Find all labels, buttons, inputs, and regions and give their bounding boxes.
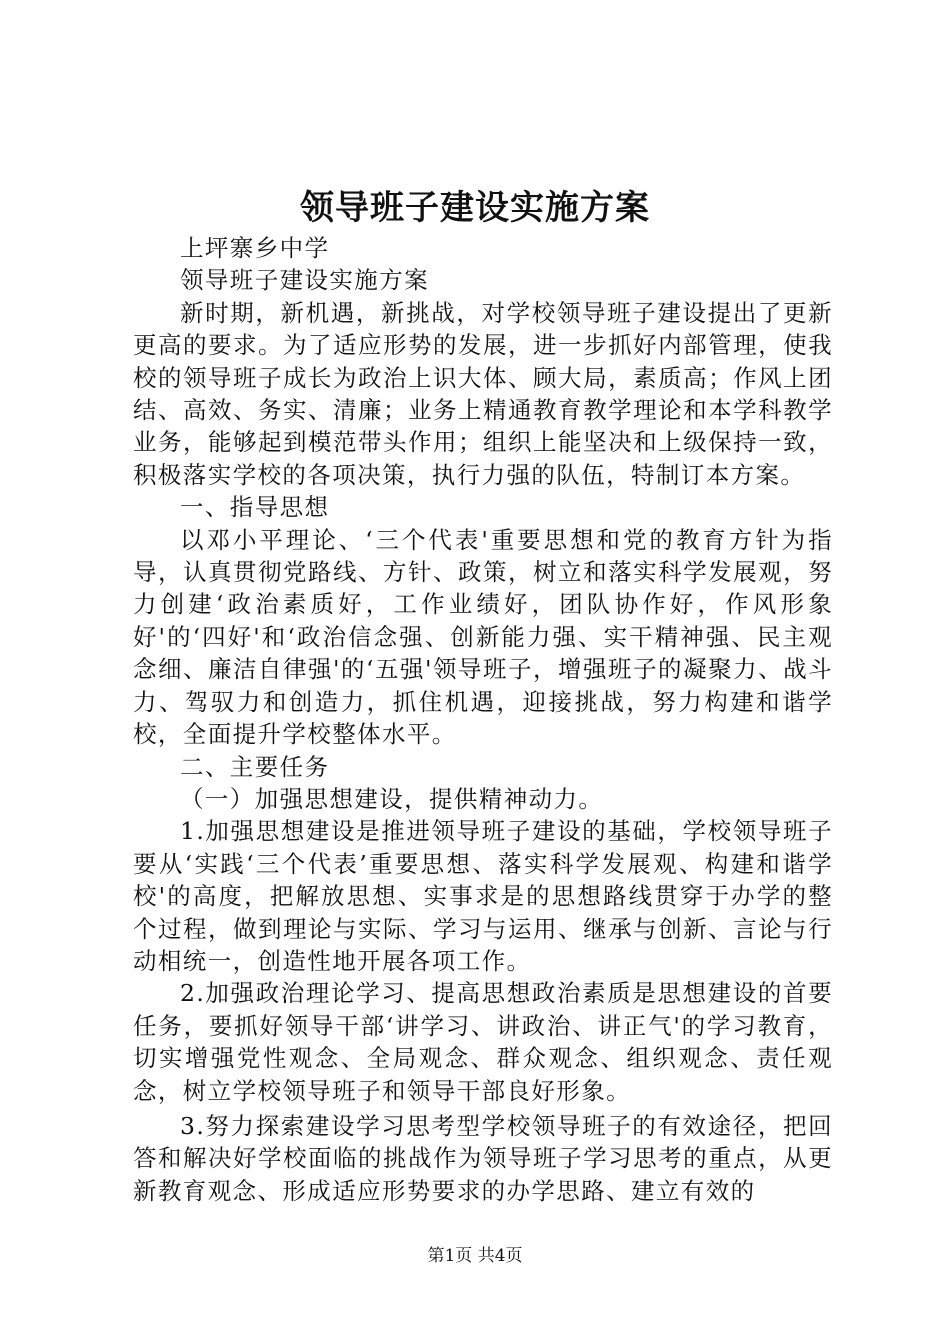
page-number-footer: 第1页 共4页: [427, 1246, 523, 1266]
subsection-heading-ideology: （一）加强思想建设，提供精神动力。: [180, 784, 604, 813]
task-item-1: 1.加强思想建设是推进领导班子建设的基础，学校领导班子要从‘实践‘三个代表’重要思想、落实科学发展观、构建和谐学校'的高度，把解放思想、实事求是的思想路线贯穿于办学的整个过程，做到理论与实际、学习与运用、继承与创新、言论与行动相统一，创造性地开展各项工作。: [133, 817, 833, 975]
intro-paragraph: 新时期，新机遇，新挑战，对学校领导班子建设提出了更新更高的要求。为了适应形势的发展，进一步抓好内部管理，使我校的领导班子成长为政治上识大体、顾大局，素质高；作风上团结、高效、务实、清廉；业务上精通教育教学理论和本学科教学业务，能够起到模范带头作用；组织上能坚决和上级保持一致，积极落实学校的各项决策，执行力强的队伍，特制订本方案。: [133, 298, 833, 489]
school-name-line: 上坪寨乡中学: [180, 234, 330, 262]
document-body: [133, 232, 833, 1207]
section-heading-main-tasks: 二、主要任务: [180, 752, 330, 781]
task-item-3: 3.努力探索建设学习思考型学校领导班子的有效途径，把回答和解决好学校面临的挑战作为领导班子学习思考的重点，从更新教育观念、形成适应形势要求的办学思路、建立有效的: [133, 1111, 833, 1205]
section-heading-guiding-thought: 一、指导思想: [180, 493, 330, 522]
subtitle-line: 领导班子建设实施方案: [180, 266, 429, 295]
document-title: 领导班子建设实施方案: [300, 188, 650, 228]
guiding-thought-paragraph: 以邓小平理论、‘三个代表'重要思想和党的教育方针为指导，认真贯彻党路线、方针、政策，树立和落实科学发展观，努力创建‘政治素质好，工作业绩好，团队协作好，作风形象好'的‘四好'和‘政治信念强、创新能力强、实干精神强、民主观念细、廉洁自律强'的‘五强'领导班子，增强班子的凝聚力、战斗力、驾驭力和创造力，抓住机遇，迎接挑战，努力构建和谐学校，全面提升学校整体水平。: [133, 525, 833, 749]
task-item-2: 2.加强政治理论学习、提高思想政治素质是思想建设的首要任务，要抓好领导干部‘讲学习、讲政治、讲正气'的学习教育，切实增强党性观念、全局观念、群众观念、组织观念、责任观念，树立学校领导班子和领导干部良好形象。: [133, 979, 833, 1105]
